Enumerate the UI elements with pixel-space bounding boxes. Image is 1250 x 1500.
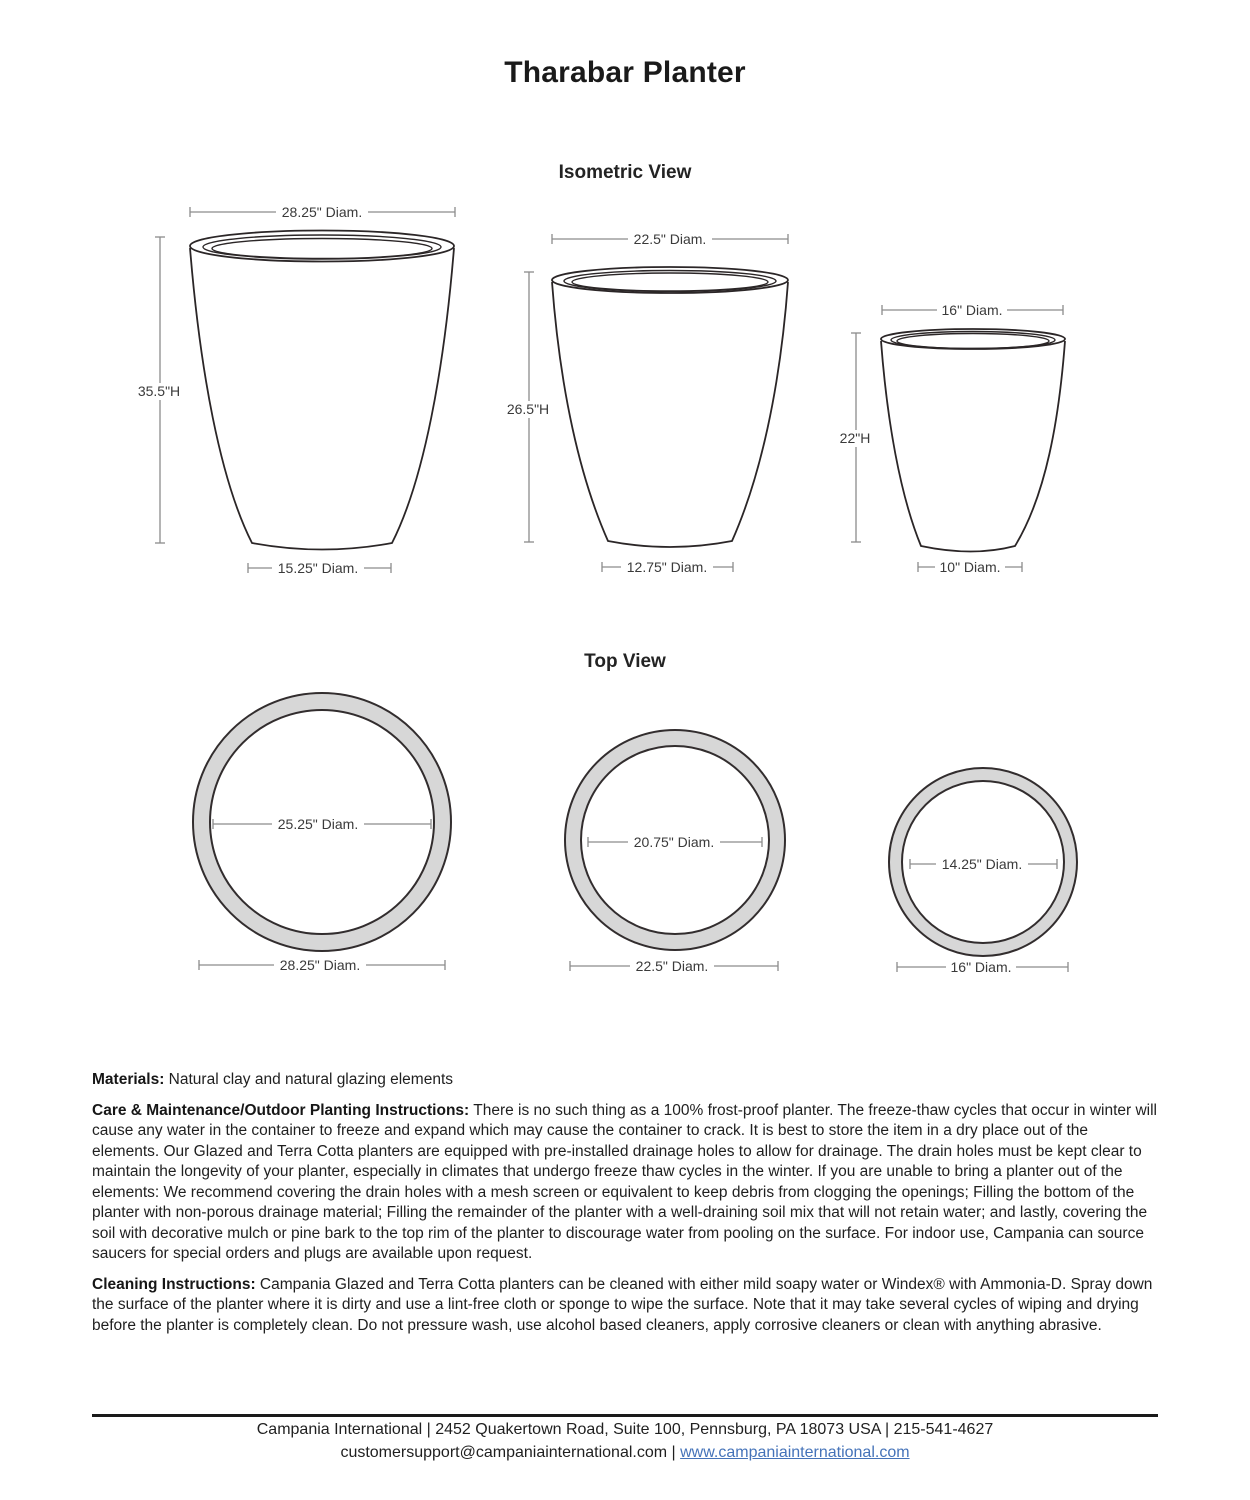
planter-medium-height-label: 26.5"H: [506, 401, 550, 417]
planter-small-bottom-diameter-label: 10" Diam.: [939, 559, 1001, 575]
topview-large: [193, 693, 451, 973]
planter-small-outline: [881, 329, 1065, 552]
materials-label: Materials:: [92, 1071, 165, 1088]
planter-medium-bottom-diameter-label: 12.75" Diam.: [626, 559, 708, 575]
planter-large-bottom-diameter-label: 15.25" Diam.: [277, 560, 359, 576]
topview-small: [889, 768, 1077, 975]
top-view-heading: Top View: [584, 651, 666, 672]
topview-large-outer-diameter-dimension: [199, 957, 445, 973]
planter-body: [881, 341, 1065, 552]
planter-small: [834, 302, 1065, 575]
planter-small-height-label: 22"H: [839, 430, 871, 446]
care-maintenance-paragraph: [92, 1101, 1158, 1265]
planter-large-outline: [190, 231, 454, 550]
topview-medium: [565, 730, 785, 974]
planter-medium-outline: [552, 267, 788, 547]
topview-small-outer-diameter-dimension: [897, 959, 1068, 975]
topview-large-outer-diameter-label: 28.25" Diam.: [279, 957, 361, 973]
cleaning-paragraph: [92, 1275, 1158, 1337]
footer-separator: |: [667, 1444, 681, 1461]
footer-contact-line: [92, 1443, 1158, 1463]
planter-small-height-dimension: [834, 333, 877, 542]
instructions-block: [92, 1070, 1158, 1346]
topview-large-inner-diameter-label: 25.25" Diam.: [277, 816, 359, 832]
isometric-view-heading: Isometric View: [558, 162, 692, 183]
planter-large-height-label: 35.5"H: [137, 383, 181, 399]
planter-large-height-dimension: [133, 237, 186, 543]
footer: [92, 1414, 1158, 1463]
page-title: Tharabar Planter: [504, 56, 746, 90]
planter-body: [552, 282, 788, 547]
materials-text: Natural clay and natural glazing elements: [164, 1071, 454, 1088]
materials-paragraph: [92, 1070, 1158, 1091]
planter-large: [133, 204, 455, 576]
planter-medium-bottom-diameter-dimension: [602, 559, 733, 575]
planter-small-top-diameter-label: 16" Diam.: [941, 302, 1003, 318]
cleaning-text: Campania Glazed and Terra Cotta planters can be cleaned with either mild soapy water or Windex® with Ammonia-D. Spray down the surface of the planter where it is dirty and use a lint-free cloth or sponge to wipe the surface. Note that it may take several cycles of wiping and drying before the planter is completely clean. Do not pressure wash, use alcohol based cleaners, apply corrosive cleaners or clean with anything abrasive.: [92, 1275, 1153, 1334]
cleaning-label: Cleaning Instructions:: [92, 1275, 256, 1293]
topview-medium-outer-diameter-label: 22.5" Diam.: [635, 958, 709, 974]
planter-small-bottom-diameter-dimension: [918, 559, 1022, 575]
planter-large-bottom-diameter-dimension: [248, 560, 391, 576]
footer-address-line: Campania International | 2452 Quakertown Road, Suite 100, Pennsburg, PA 18073 USA | 215-541-4627: [256, 1421, 994, 1438]
topview-medium-outer-diameter-dimension: [570, 958, 778, 974]
planter-medium-top-diameter-label: 22.5" Diam.: [633, 231, 707, 247]
planter-body: [190, 248, 454, 550]
planter-medium: [502, 231, 788, 575]
planter-medium-height-dimension: [502, 272, 555, 542]
planter-large-top-diameter-dimension: [190, 204, 455, 220]
care-maintenance-label: Care & Maintenance/Outdoor Planting Instructions:: [92, 1101, 470, 1119]
planter-small-top-diameter-dimension: [882, 302, 1063, 318]
footer-email: customersupport@campaniainternational.com: [340, 1444, 668, 1461]
planter-medium-top-diameter-dimension: [552, 231, 788, 247]
topview-small-inner-diameter-label: 14.25" Diam.: [941, 856, 1023, 872]
planter-large-top-diameter-label: 28.25" Diam.: [281, 204, 363, 220]
footer-website-link[interactable]: www.campaniainternational.com: [680, 1444, 910, 1461]
topview-small-outer-diameter-label: 16" Diam.: [950, 959, 1012, 975]
care-maintenance-text: There is no such thing as a 100% frost-proof planter. The freeze-thaw cycles that occur in winter will cause any water in the container to freeze and expand which may cause the container to crack. It is best to store the item in a dry place out of the elements. Our Glazed and Terra Cotta planters are equipped with pre-installed drainage holes to allow for drainage. The drain holes must be kept clear to maintain the longevity of your planter, especially in climates that undergo freeze thaw cycles in the winter. If you are unable to bring a planter out of the elements: We recommend covering the drain holes with a mesh screen or equivalent to keep debris from clogging the openings; Filling the bottom of the planter with non-porous drainage material; Filling the remainder of the planter with a well-draining soil mix that will not retain water; and lastly, covering the soil with decorative mulch or pine bark to the top rim of the planter to discourage water from pooling on the surface. For indoor use, Campania can source saucers for special orders and plugs are available upon request.: [92, 1101, 1157, 1262]
topview-medium-inner-diameter-label: 20.75" Diam.: [633, 834, 715, 850]
